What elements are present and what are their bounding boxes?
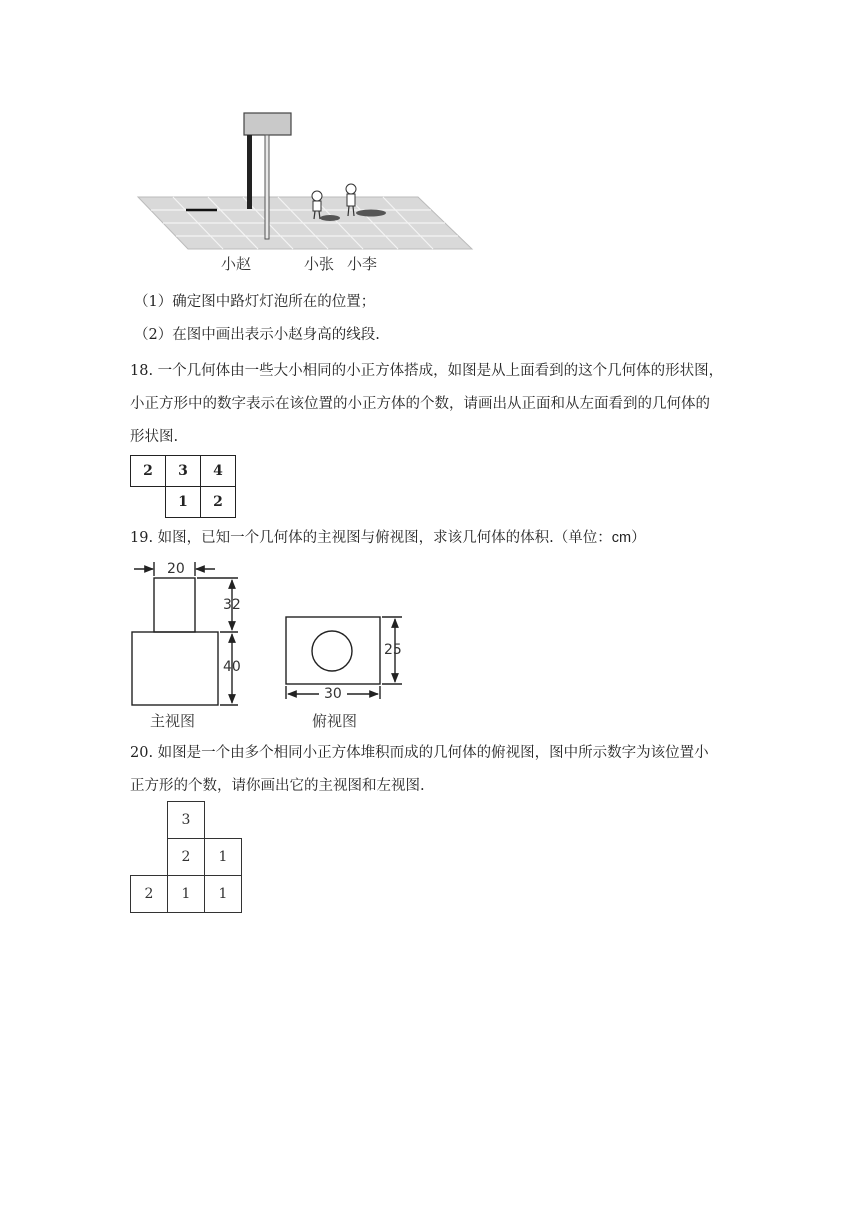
- q18-line1: 18. 一个几何体由一些大小相同的小正方体搭成，如图是从上面看到的这个几何体的形状图，: [130, 363, 724, 379]
- lamp-post: [265, 135, 269, 239]
- grid-cell: 2: [131, 876, 168, 913]
- top-view-circle: [312, 631, 352, 671]
- top-view: [286, 617, 402, 699]
- grid-cell: 1: [205, 839, 242, 876]
- dark-post: [247, 135, 252, 209]
- q17-part2: （2）在图中画出表示小赵身高的线段.: [134, 327, 380, 343]
- label-xiaoli: 小李: [347, 255, 378, 273]
- q17-part1: （1）确定图中路灯灯泡所在的位置；: [134, 294, 376, 310]
- grid-cell: 1: [168, 876, 205, 913]
- grid-cell-empty: [131, 839, 168, 876]
- q18-top-view-grid: [130, 455, 236, 518]
- grid-cell: 1: [205, 876, 242, 913]
- grid-cell: 2: [168, 839, 205, 876]
- q20-line1: 20. 如图是一个由多个相同小正方体堆积而成的几何体的俯视图，图中所示数字为该位置小: [130, 745, 709, 761]
- dim-top-height: 32: [223, 597, 241, 613]
- caption-front-view: 主视图: [150, 712, 196, 730]
- q20-line2: 正方形的个数，请你画出它的主视图和左视图.: [130, 778, 425, 794]
- grid-cell-empty: [205, 802, 242, 839]
- grid-cell: 1: [166, 487, 201, 518]
- q20-top-view-grid: [130, 801, 242, 913]
- q18-line3: 形状图.: [130, 429, 179, 445]
- caption-top-view: 俯视图: [312, 712, 358, 730]
- grid-cell: 2: [201, 487, 236, 518]
- dim-top-view-height: 25: [384, 642, 402, 658]
- grid-cell-empty: [131, 487, 166, 518]
- lamp-board: [244, 113, 291, 135]
- q18-line2: 小正方形中的数字表示在该位置的小正方体的个数，请画出从正面和从左面看到的几何体的: [130, 396, 710, 412]
- dim-top-width: 20: [167, 561, 185, 577]
- ground-grid: [138, 197, 472, 249]
- q19-views-figure: [120, 558, 420, 733]
- grid-cell: 3: [168, 802, 205, 839]
- street-lamp-figure: [130, 105, 480, 275]
- front-view: [132, 562, 238, 705]
- label-xiaozhang: 小张: [304, 255, 335, 273]
- label-xiaozhao: 小赵: [221, 255, 252, 273]
- dim-top-view-width: 30: [324, 686, 342, 702]
- q19-text: 19. 如图，已知一个几何体的主视图与俯视图，求该几何体的体积.（单位：cm）: [130, 530, 646, 546]
- grid-cell-empty: [131, 802, 168, 839]
- grid-cell: 2: [131, 456, 166, 487]
- grid-cell: 4: [201, 456, 236, 487]
- grid-cell: 3: [166, 456, 201, 487]
- dim-bottom-height: 40: [223, 659, 241, 675]
